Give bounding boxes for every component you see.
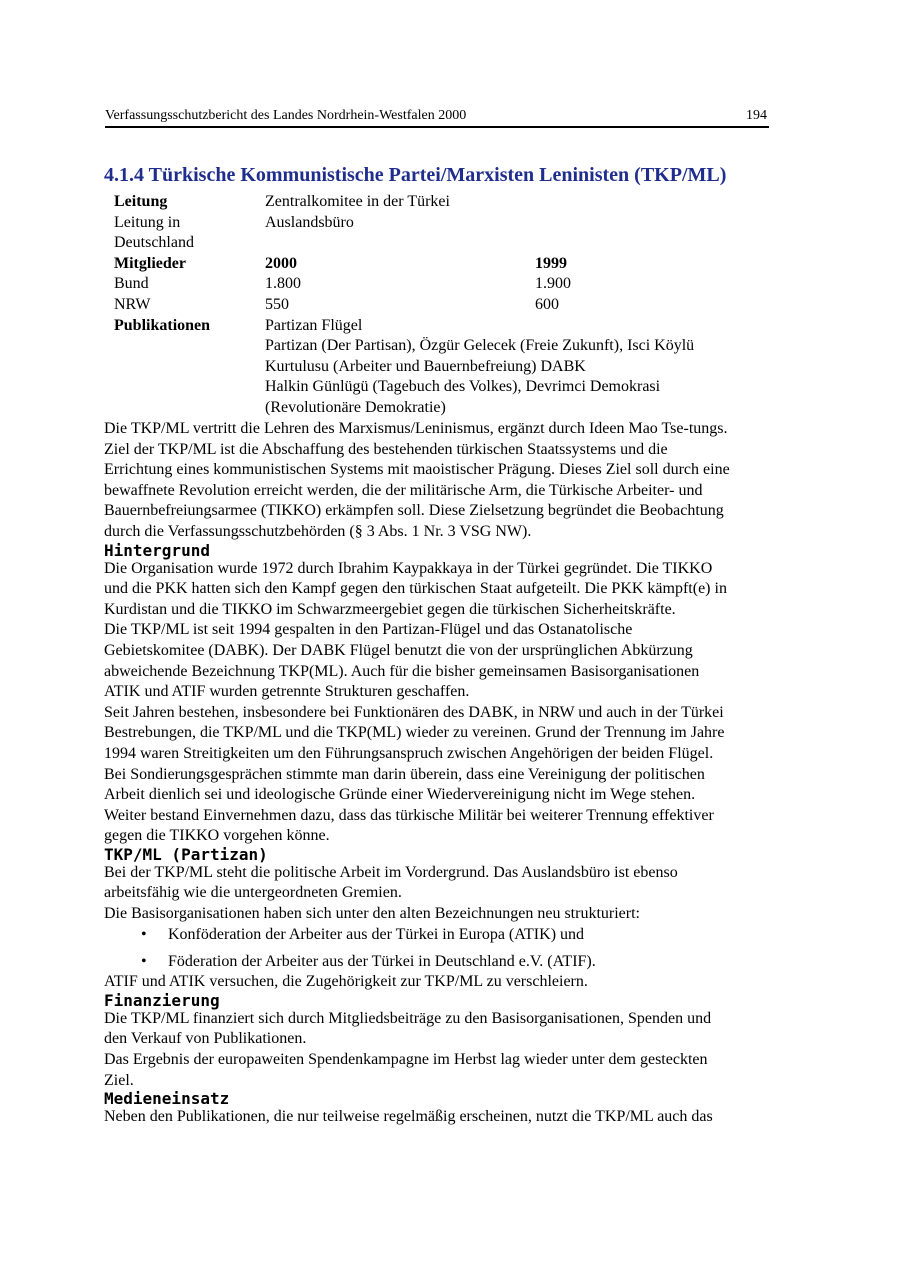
page-number: 194: [746, 108, 767, 123]
publication-line: (Revolutionäre Demokratie): [265, 398, 446, 416]
leitung-value: Zentralkomitee in der Türkei: [265, 193, 450, 210]
partizan-paragraph: [104, 863, 804, 925]
text-line: Bestrebungen, die TKP/ML und die TKP(ML) wieder zu vereinen. Grund der Trennung im Jahre: [104, 724, 725, 742]
text-line: Gebietskomitee (DABK). Der DABK Flügel benutzt die von der ursprünglichen Abkürzung: [104, 641, 693, 659]
bullet-icon: •: [141, 925, 147, 943]
publication-line: Halkin Günlügü (Tagebuch des Volkes), Devrimci Demokrasi: [265, 378, 661, 396]
header-title: Verfassungsschutzbericht des Landes Nordrhein-Westfalen 2000: [105, 108, 467, 123]
text-line: arbeitsfähig wie die untergeordneten Gremien.: [104, 884, 402, 902]
bund-label: Bund: [114, 275, 149, 293]
bullet-icon: •: [141, 952, 147, 970]
list-item: [104, 952, 804, 973]
list-item: [104, 925, 804, 952]
finanzierung-paragraph: [104, 1009, 804, 1091]
leitung-de-label: [114, 213, 265, 254]
bund-current: 1.800: [265, 275, 301, 293]
leitung-de-value: Auslandsbüro: [265, 213, 354, 231]
table-row: [114, 213, 765, 254]
text-line: Ziel der TKP/ML ist die Abschaffung des bestehenden türkischen Staatssystems und die: [104, 440, 668, 458]
text-line: 1994 waren Streitigkeiten um den Führungsanspruch zwischen Angehörigen der beiden Flügel.: [104, 744, 714, 762]
text-line: Neben den Publikationen, die nur teilweise regelmäßig erscheinen, nutzt die TKP/ML auch das: [104, 1108, 713, 1126]
text-line: Das Ergebnis der europaweiten Spendenkampagne im Herbst lag wieder unter dem gesteckten: [104, 1051, 708, 1069]
heading-hintergrund: Hintergrund: [104, 540, 210, 560]
table-row: [114, 316, 765, 419]
bullet-list: [104, 925, 804, 973]
year-current: 2000: [265, 254, 297, 272]
text-line: den Verkauf von Publikationen.: [104, 1030, 307, 1048]
leitung-label: Leitung: [114, 193, 168, 210]
heading-finanzierung: Finanzierung: [104, 990, 220, 1010]
bund-previous: 1.900: [535, 275, 571, 293]
publication-line: Kurtulusu (Arbeiter und Bauernbefreiung) DABK: [265, 357, 586, 375]
table-row: [114, 295, 765, 316]
nrw-label: NRW: [114, 295, 151, 313]
heading-partizan: TKP/ML (Partizan): [104, 844, 268, 864]
running-header: [105, 107, 769, 128]
text-line: gegen die TIKKO vorgehen könne.: [104, 827, 330, 845]
hintergrund-paragraph: [104, 559, 804, 847]
text-line: Kurdistan und die TIKKO im Schwarzmeergebiet gegen die türkischen Sicherheitskräfte.: [104, 600, 676, 618]
list-item-text: Föderation der Arbeiter aus der Türkei in Deutschland e.V. (ATIF).: [168, 952, 596, 970]
leitung-de-label-line: Deutschland: [114, 234, 194, 252]
text-line: Errichtung eines kommunistischen Systems mit maoistischer Prägung. Dieses Ziel soll durch eine: [104, 461, 730, 479]
text-line: Die TKP/ML ist seit 1994 gespalten in den Partizan-Flügel und das Ostanatolische: [104, 621, 633, 639]
text-line: Ziel.: [104, 1071, 134, 1089]
publication-line: Partizan (Der Partisan), Özgür Gelecek (Freie Zukunft), Isci Köylü: [265, 337, 695, 355]
nrw-previous: 600: [535, 295, 559, 313]
body-text: [104, 419, 804, 1128]
text-line: Bauernbefreiungsarmee (TIKKO) erkämpfen soll. Diese Zielsetzung begründet die Beobachtung: [104, 502, 724, 520]
table-row: [114, 192, 765, 213]
text-line: Die TKP/ML vertritt die Lehren des Marxismus/Leninismus, ergänzt durch Ideen Mao Tse-tungs.: [104, 420, 728, 437]
table-row: [114, 274, 765, 295]
leitung-de-label-line: Leitung in: [114, 213, 181, 231]
text-line: und die PKK hatten sich den Kampf gegen den türkischen Staat aufgeteilt. Die PKK kämpft(e) in: [104, 580, 727, 598]
text-line: Die Organisation wurde 1972 durch Ibrahim Kaypakkaya in der Türkei gegründet. Die TIKKO: [104, 559, 713, 577]
fact-table: [114, 192, 765, 419]
partizan-closing: ATIF und ATIK versuchen, die Zugehörigkeit zur TKP/ML zu verschleiern.: [104, 973, 588, 991]
heading-medieneinsatz: Medieneinsatz: [104, 1089, 230, 1109]
text-line: Seit Jahren bestehen, insbesondere bei Funktionären des DABK, in NRW und auch in der Türkei: [104, 703, 724, 721]
year-previous: 1999: [535, 254, 567, 272]
intro-paragraph: [104, 419, 804, 543]
text-line: Arbeit dienlich sei und ideologische Gründe einer Wiedervereinigung nicht im Wege stehen.: [104, 786, 696, 804]
mitglieder-label: Mitglieder: [114, 254, 186, 272]
text-line: Die Basisorganisationen haben sich unter den alten Bezeichnungen neu strukturiert:: [104, 905, 640, 923]
medieneinsatz-paragraph: [104, 1107, 804, 1128]
nrw-current: 550: [265, 295, 289, 313]
publikationen-value: [265, 316, 765, 419]
text-line: Bei Sondierungsgesprächen stimmte man darin überein, dass eine Vereinigung der politischen: [104, 765, 705, 783]
publication-line: Partizan Flügel: [265, 316, 363, 334]
table-row: [114, 254, 765, 275]
text-line: Weiter bestand Einvernehmen dazu, dass das türkische Militär bei weiterer Trennung effektiver: [104, 806, 714, 824]
text-line: Die TKP/ML finanziert sich durch Mitgliedsbeiträge zu den Basisorganisationen, Spenden und: [104, 1009, 712, 1027]
text-line: ATIK und ATIF wurden getrennte Strukturen geschaffen.: [104, 683, 470, 701]
text-line: bewaffnete Revolution erreicht werden, die der militärische Arm, die Türkische Arbeiter- und: [104, 481, 703, 499]
text-line: Bei der TKP/ML steht die politische Arbeit im Vordergrund. Das Auslandsbüro ist ebenso: [104, 863, 678, 881]
text-line: durch die Verfassungsschutzbehörden (§ 3 Abs. 1 Nr. 3 VSG NW).: [104, 522, 532, 540]
list-item-text: Konföderation der Arbeiter aus der Türkei in Europa (ATIK) und: [168, 925, 585, 943]
text-line: abweichende Bezeichnung TKP(ML). Auch für die bisher gemeinsamen Basisorganisationen: [104, 662, 700, 680]
publikationen-label: Publikationen: [114, 316, 211, 334]
section-title: 4.1.4 Türkische Kommunistische Partei/Marxisten Leninisten (TKP/ML): [104, 164, 727, 186]
